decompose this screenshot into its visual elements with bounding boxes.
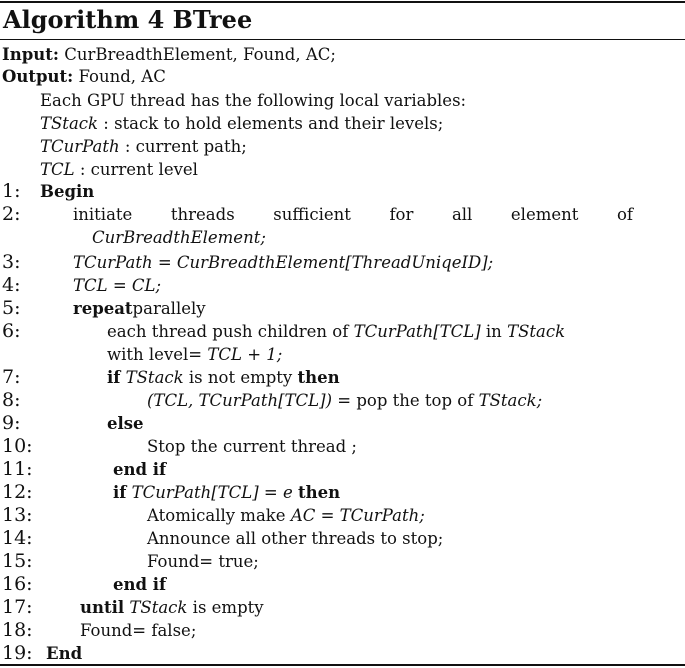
top-rule [0,1,685,3]
line-15: Found= true; [147,552,259,571]
then-keyword: then [297,368,340,387]
math: TCurPath[TCL] [353,322,481,341]
output-line [2,66,166,88]
end-if-keyword: end if [113,575,167,594]
line-number: 12: [2,481,33,503]
line-5 [73,298,206,320]
line-4: TCL = CL; [73,276,162,295]
var-name: TCL [40,160,75,179]
line-text: is not empty [183,368,298,387]
input-line [2,44,336,66]
local-var-tstack [40,113,443,135]
line-number: 9: [2,412,21,434]
word: all [451,205,473,224]
line-number: 6: [2,320,21,342]
word: of [616,205,633,224]
bottom-rule [0,664,685,666]
line-text: parallely [132,299,206,318]
input-label: Input: [2,45,59,64]
line-text: is empty [187,598,264,617]
line-number: 10: [2,435,33,457]
line-number: 19: [2,642,33,664]
if-keyword: if [107,368,121,387]
math: TCurPath[TCL] = e [131,483,293,502]
math: TStack [129,598,188,617]
output-label: Output: [2,67,74,86]
line-number: 3: [2,251,21,273]
math: TStack [125,368,184,387]
line-text: each thread push children of [107,322,354,341]
else-keyword: else [107,414,144,433]
end-if-keyword: end if [113,460,167,479]
line-3: TCurPath = CurBreadthElement[ThreadUniqeID]; [73,253,494,272]
line-2-continuation: CurBreadthElement; [92,228,266,247]
then-keyword: then [298,483,341,502]
local-var-tcl [40,159,198,181]
word: sufficient [273,205,351,224]
line-7 [107,367,340,389]
title-rule [0,39,685,40]
math: TStack [507,322,566,341]
word: element [510,205,579,224]
begin-keyword: Begin [40,182,95,201]
line-12 [113,482,340,504]
line-14: Announce all other threads to stop; [147,529,444,548]
var-name: TStack [40,114,99,133]
line-number: 14: [2,527,33,549]
math: TStack; [478,391,543,410]
output-value: Found, AC [78,67,166,86]
line-number: 15: [2,550,33,572]
word: threads [170,205,235,224]
line-17 [80,597,264,619]
line-number: 13: [2,504,33,526]
var-desc: : stack to hold elements and their levels; [98,114,444,133]
line-text: Atomically make [147,506,291,525]
line-number: 4: [2,274,21,296]
line-number: 11: [2,458,33,480]
line-8 [147,390,542,412]
repeat-keyword: repeat [73,299,133,318]
var-desc: : current path; [119,137,247,156]
line-13 [147,505,425,527]
line-text: in [480,322,508,341]
word: initiate [73,205,133,224]
line-text: with level= [107,345,208,364]
math: TCL + 1; [207,345,283,364]
line-18: Found= false; [80,621,197,640]
var-name: TCurPath [40,137,120,156]
line-number: 17: [2,596,33,618]
end-keyword: End [46,644,83,663]
line-6-continuation [107,344,282,366]
line-number: 16: [2,573,33,595]
if-keyword: if [113,483,127,502]
line-2 [73,204,633,226]
line-number: 8: [2,389,21,411]
line-6 [107,321,565,343]
var-desc: : current level [74,160,198,179]
line-text: = pop the top of [332,391,479,410]
line-number: 5: [2,297,21,319]
until-keyword: until [80,598,125,617]
line-10: Stop the current thread ; [147,437,357,456]
input-value: CurBreadthElement, Found, AC; [64,45,336,64]
line-number: 1: [2,180,21,202]
line-number: 2: [2,203,21,225]
algorithm-title: Algorithm 4 BTree [3,5,253,34]
line-number: 18: [2,619,33,641]
locals-intro: Each GPU thread has the following local variables: [40,91,467,110]
word: for [389,205,414,224]
math: (TCL, TCurPath[TCL]) [147,391,333,410]
local-var-tcurpath [40,136,247,158]
math: AC = TCurPath; [290,506,425,525]
line-number: 7: [2,366,21,388]
